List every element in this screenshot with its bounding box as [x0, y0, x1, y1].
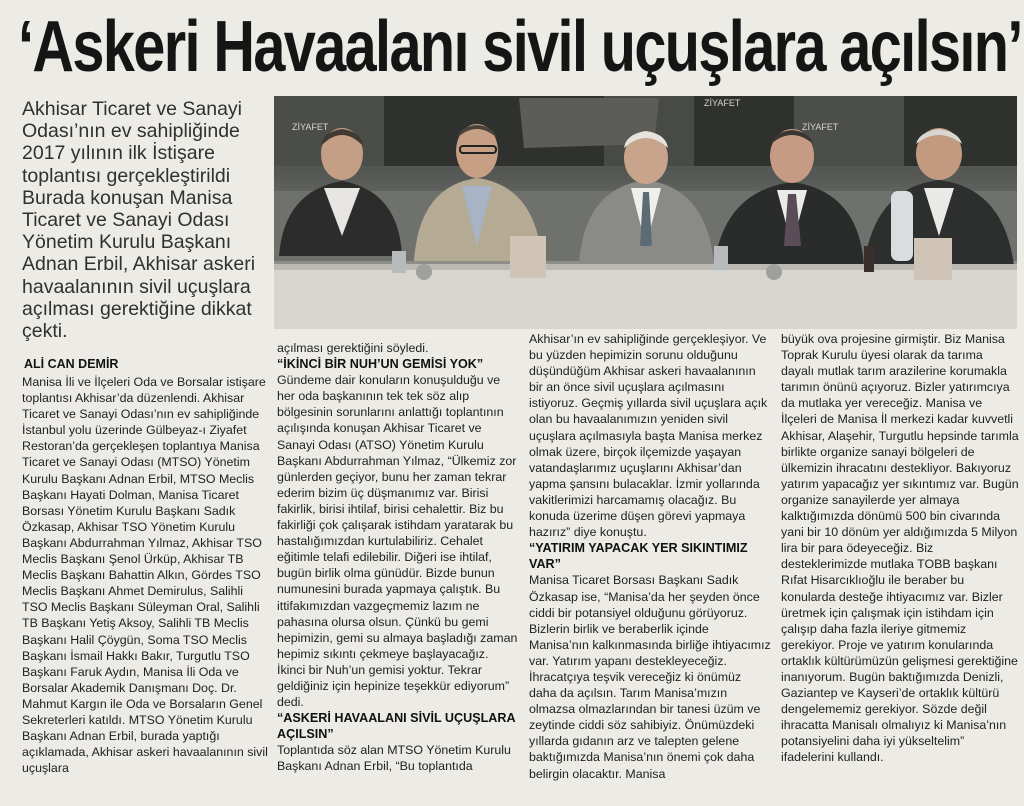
- column-4: [781, 331, 1019, 766]
- column-2: [277, 340, 520, 775]
- column-4-paragraph-1: büyük ova projesine girmiştir. Biz Manisa Toprak Kurulu üyesi olarak da tarıma dayalı mutlak tarım arazilerine korumakla tarımın önünü açıyoruz. Bizler yatırımcıya da mutlaka yer vereceğiz. Manisa ve İlçeleri de Manisa İl merkezi kadar kuvvetli Akhisar, Alaşehir, Turgutlu hepsinde tarımla birlikte organize sanayi bölgeleri de ülkemizin ihracatını destekliyor. Bakıyoruz yatırım yapacağız yer sıkıntımız var. Bugün organize sanayilerde yer almaya kalktığımızda dönümü 500 bin civarında yani bir 10 dönüm yer aldığımızda 5 Milyon lira bir para ödeyeceğiz. Biz desteklerimizde mutlaka TOBB başkanı Rıfat Hisarcıklıoğlu ile beraber bu konularda desteğe ihtiyacımız var. Bizler üretmek için çalışmak için istihdam için çalışıp daha fazla ileriye gitmemiz gerekiyor. Proje ve yatırım konularında ortaklık kültürümüzün gelişmesi gerektiğine inanıyorum. Bugün baktığımızda Denizli, Gaziantep ve Kayseri’de ortaklık kültürü dengelememiz gerekiyor. Sözde değil ihracatta Manisalı olmalıyız ki Manisa’nın potansiyelini daha iyi yükseltelim” ifadelerini kullandı.: [781, 332, 1019, 765]
- headline: ‘Askeri Havaalanı sivil uçuşlara açılsın’: [18, 7, 1022, 87]
- column-2-paragraph-2: Gündeme dair konuların konuşulduğu ve her oda başkanının tek tek söz alıp bölgesinin sorunlarını anlattığı toplantının açılışında konuşan Akhisar Ticaret ve Sanayi Odası (ATSO) Yönetim Kurulu Başkanı Abdurrahman Yılmaz, “Ülkemiz zor günlerden geçiyor, bunu her zaman tekrar ederim bizim üç düşmanımız var. Birisi fakirlik, birisi ihtilaf, birisi cehalettir. Biz bu fakirliği çok çalışarak istihdam yaratarak bu hastalığımızdan kurtulabiliriz. Cehalet eğitimle telafi edilebilir. Diğeri ise ihtilaf, bugün birlik olma günüdür. Bizde bunun numunesini burada yapmaya çalıştık. Bu ittifakımızdan vazgeçmemiz lazım ne pahasına olursa olsun. Çünkü bu gemi hepimizin, gemi su almaya başladığı zaman hepimiz sıkıntı çekmeye başlayacağız. İkinci bir Nuh’un gemisi yoktur. Tekrar geldiğiniz için hepinize teşekkür ediyorum” dedi.: [277, 373, 518, 710]
- column-1: [22, 374, 270, 776]
- sign-left: ZİYAFET: [292, 122, 329, 132]
- column-1-paragraph-1: Manisa İli ve İlçeleri Oda ve Borsalar istişare toplantısı Akhisar’da düzenlendi. Akhisar Ticaret ve Sanayi Odası’nın ev sahipliğinde İstanbul yolu üzerinde Gülbeyaz-ı Ziyafet Restoran’da gerçekleşen toplantıya Manisa Ticaret ve Sanayi Odası (MTSO) Yönetim Kurulu Başkanı Adnan Erbil, MTSO Meclis Başkanı Hayati Dolman, Manisa Ticaret Borsası Yönetim Kurulu Başkanı Sadık Özkasap, Akhisar TSO Yönetim Kurulu Başkanı Abdurrahman Yılmaz, Akhisar TSO Meclis Başkanı Şenol Ürküp, Akhisar TB Meclis Başkanı Bahattin Alkın, Gördes TSO Meclis Başkanı Ahmet Demirulus, Salihli TSO Meclis Başkanı Süleyman Oral, Salihli TB Başkanı Yetiş Aksoy, Salihli TB Meclis Başkanı Halil Çöygün, Soma TSO Meclis Başkanı İsmail Hakkı Bakır, Turgutlu TSO Başkanı Faruk Aydın, Manisa İli Oda ve Borsalar Akademik Danışmanı Doç. Dr. Mahmut Kargın ile Oda ve Borsaların Genel Sekreterleri katıldı. MTSO Yönetim Kurulu Başkanı Adnan Erbil, burada yaptığı açıklamada, Akhisar askeri havaalanının sivil uçuşlara: [22, 375, 268, 776]
- lead-paragraph: Akhisar Ticaret ve Sanayi Odası’nın ev sahipliğinde 2017 yılının ilk İstişare toplantısı gerçekleştirildi Burada konuşan Manisa Ticaret ve Sanayi Odası Yönetim Kurulu Başkanı Adnan Erbil, Akhisar askeri havaalanının sivil uçuşlara açılması gerektiğine dikkat çekti.: [22, 98, 256, 343]
- photo-illustration: [274, 96, 1017, 329]
- column-3-paragraph-1: Akhisar’ın ev sahipliğinde gerçekleşiyor. Ve bu yüzden hepimizin sorunu olduğunu düşündüğüm Akhisar askeri havaalanının bir an önce sivil uçuşlara açılmasını istiyoruz. Geçmiş yıllarda sivil uçuşlara açık olan bu havaalanımızın yeniden sivil uçuşlara açılmasıyla başta Manisa merkez olmak üzere, birçok ilçemizde yaşayan vatandaşlarımız uçuşlarını Akhisar’dan yapma şansını bulacaklar. İzmir yollarında vakitlerimizi harcamamış olacağız. Bu konuda üzerime düşen görevi yapmaya hazırız” diye konuştu.: [529, 332, 768, 540]
- column-2-paragraph-1: açılması gerektiğini söyledi.: [277, 341, 429, 355]
- column-3-paragraph-2: Manisa Ticaret Borsası Başkanı Sadık Özkasap ise, “Manisa’da her şeyden önce ciddi bir potansiyel olduğunu görüyoruz. Bizlerin birlik ve beraberlik içinde Manisa’nın kalkınmasında birliğe ihtiyacımız var. Yatırım yapanı destekleyeceğiz. İhracatçıya teşvik vereceğiz ki önümüz daha da açılsın. Tarım Manisa’mızın olmazsa olmazlarından bir tanesi üzüm ve zeytinde ciddi söz sahibiyiz. Önümüzdeki yıllarda gıdanın arz ve talepten gelene baktığımızda Manisa’nın önemi çok daha belirgin olacaktır. Manisa: [529, 573, 771, 781]
- subheading-yatirim: “YATIRIM YAPACAK YER SIKINTIMIZ VAR”: [529, 541, 748, 572]
- sign-right: ZİYAFET: [802, 122, 839, 132]
- subheading-askeri-havaalani: “ASKERİ HAVAALANI SİVİL UÇUŞLARA AÇILSIN”: [277, 711, 516, 742]
- news-photo: [274, 96, 1017, 329]
- subheading-ikinci-nuh: “İKİNCİ BİR NUH’UN GEMİSİ YOK”: [277, 357, 484, 372]
- column-3: [529, 331, 772, 782]
- sign-center: ZİYAFET: [704, 98, 741, 108]
- column-2-paragraph-3: Toplantıda söz alan MTSO Yönetim Kurulu Başkanı Adnan Erbil, “Bu toplantıda: [277, 743, 511, 774]
- byline: ALİ CAN DEMİR: [24, 357, 119, 371]
